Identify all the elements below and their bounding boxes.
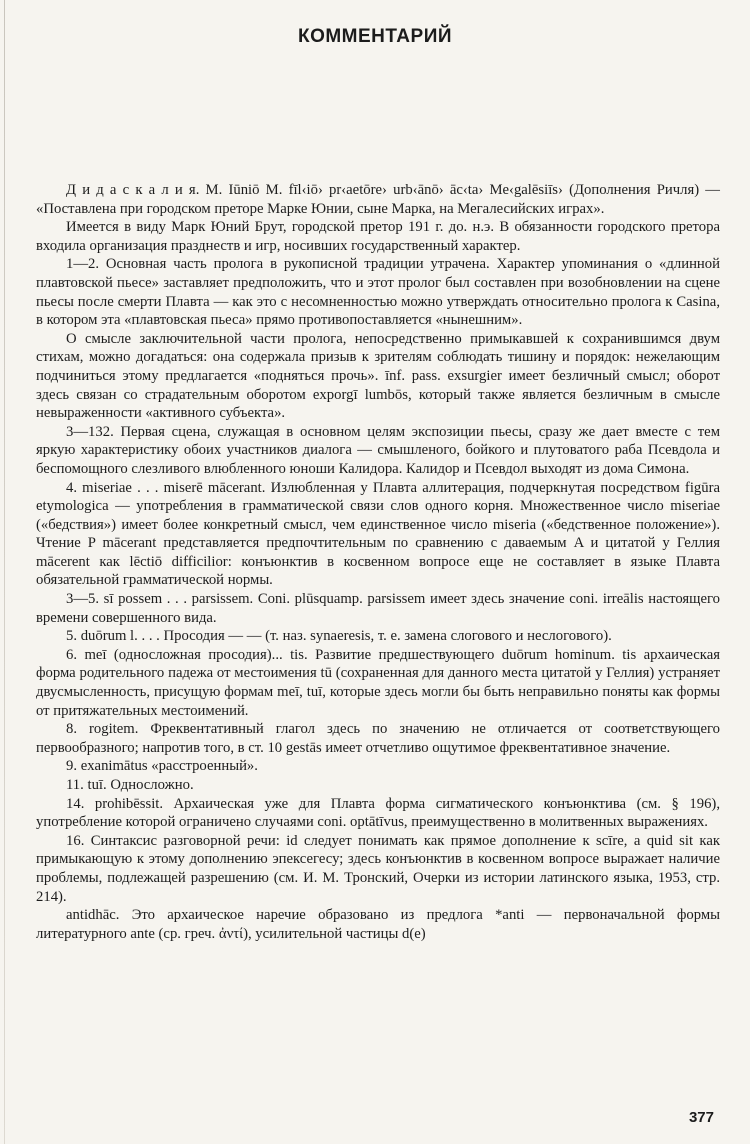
paragraph: 9. exanimātus «расстроенный».	[66, 758, 258, 775]
paragraph: 8. rogitem. Фреквентативный глагол здесь по значению не отличается от соответствующего первообразного; напротив того, в ст. 10 gestās имеет отчетливо ощутимое фреквентативное значение.	[36, 721, 720, 756]
paragraph: 6. meī (односложная просодия)... tis. Развитие предшествующего duōrum hominum. tis архаическая форма родительного падежа от местоимения tū (сохраненная для данного места цитатой у Геллия) устраняет двусмысленность, присущую формам meī, tuī, которые здесь могли бы быть неправильно поняты как формы от притяжательных местоимений.	[36, 646, 720, 719]
paragraph: 3—132. Первая сцена, служащая в основном целям экспозиции пьесы, сразу же дает вместе с тем яркую характеристику обоих участников диалога — смышленого, бойкого и плутоватого раба Псевдола и беспомощного слезливого влюбленного юноши Калидора. Калидор и Псевдол выходят из дома Симона.	[36, 423, 720, 477]
paragraph: 3—5. sī possem . . . parsissem. Coni. plūsquamp. parsissem имеет здесь значение coni. irreālis настоящего времени совершенного вида.	[36, 591, 720, 626]
paragraph: 5. duōrum l. . . . Просодия — — (т. наз. synaeresis, т. е. замена слогового и неслогового).	[66, 628, 612, 645]
page-edge	[4, 0, 5, 1144]
paragraph: 11. tuī. Односложно.	[66, 777, 194, 793]
commentary-body	[36, 181, 720, 943]
paragraph-didascalia: Д и д а с к а л и я. M. Iūniō M. fīl‹iō› pr‹aetōre› urb‹ānō› āc‹ta› Me‹galēsiīs› (Дополнения Ричля) — «Поставлена при городском преторе Марке Юнии, сыне Марка, на Мегалесийских играх».	[36, 182, 720, 217]
page-number: 377	[688, 1109, 714, 1126]
paragraph: О смысле заключительной части пролога, непосредственно примыкавшей к сохранившимся двум стихам, можно догадаться: она содержала призыв к зрителям соблюдать тишину и порядок: нежелающим подчиниться этому предлагается «подняться прочь». īnf. pass. exsurgier имеет безличный смысл; оборот здесь связан со страдательным оборотом exporgī lumbōs, который также является безличным в смысле невыраженности «активного субъекта».	[36, 330, 720, 422]
paragraph: 16. Синтаксис разговорной речи: id следует понимать как прямое дополнение к scīre, а quid sit как примыкающую к этому дополнению эпексегесу; здесь конъюнктив в косвенном вопросе выражает наличие проблемы, подлежащей разрешению (см. И. М. Тронский, Очерки из истории латинского языка, 1953, стр. 214).	[36, 832, 720, 905]
paragraph: Имеется в виду Марк Юний Брут, городской претор 191 г. до. н.э. В обязанности городского претора входила организация празднеств и игр, носивших государственный характер.	[36, 219, 720, 254]
paragraph: antidhāc. Это архаическое наречие образовано из предлога *anti — первоначальной формы литературного ante (ср. греч. ἀντί), усилительной частицы d(e)	[36, 907, 720, 942]
page-title: КОММЕНТАРИЙ	[297, 26, 453, 47]
paragraph: 1—2. Основная часть пролога в рукописной традиции утрачена. Характер упоминания о «длинной плавтовской пьесе» заставляет предположить, что и этот пролог был составлен при возобновлении на сцене пьесы после смерти Плавта — как это с несомненностью можно утверждать относительно пролога к Casina, в котором эта «плавтовская пьеса» прямо противопоставляется «нынешним».	[36, 256, 720, 329]
paragraph: 14. prohibēssit. Архаическая уже для Плавта форма сигматического конъюнктива (см. § 196), употребление которой ограничено случаями coni. optātīvus, преимущественно в молитвенных выражениях.	[36, 795, 720, 831]
paragraph: 4. miseriae . . . miserē mācerant. Излюбленная у Плавта аллитерация, подчеркнутая посредством figūra etymologica — употребления в грамматической связи слов одного корня. Множественное число miseriae («бедствия») имеет более конкретный смысл, чем единственное число miseria («бедственное положение»). Чтение P mācerant представляется предпочтительным по сравнению с даваемым A и цитатой у Геллия mācerent как lēctiō difficilior: конъюнктив в косвенном вопросе еще не составляет в языке Плавта обязательной грамматической нормы.	[36, 479, 720, 589]
